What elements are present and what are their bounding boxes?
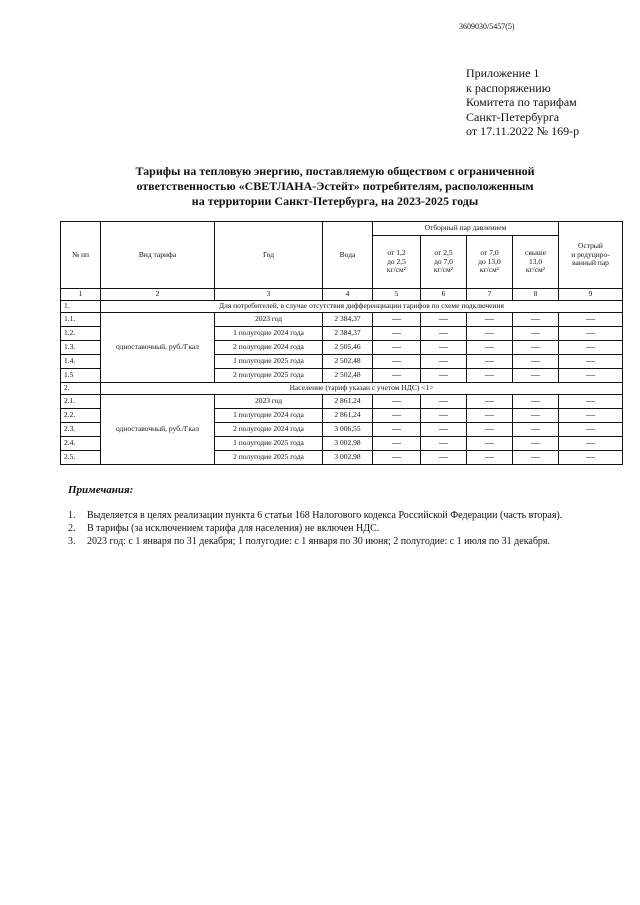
header-year: Год [215,222,323,289]
dash-cell: — [467,341,513,355]
header-steam-4 [513,236,559,289]
column-number: 4 [323,289,373,301]
dash-cell: — [373,423,421,437]
appendix-block [466,66,579,139]
table-row [61,395,623,409]
year-cell: 1 полугодие 2025 года [215,437,323,451]
year-cell: 2 полугодие 2024 года [215,423,323,437]
section-row [61,301,623,313]
row-num: 2.3. [61,423,101,437]
dash-cell: — [467,451,513,465]
header-water: Вода [323,222,373,289]
header-num: № пп [61,222,101,289]
note-item [68,535,628,548]
column-number: 5 [373,289,421,301]
dash-cell: — [559,369,623,383]
dash-cell: — [513,355,559,369]
row-num: 1.2. [61,327,101,341]
water-cell: 2 505,46 [323,341,373,355]
dash-cell: — [421,409,467,423]
header-line: до 2,5 [387,256,406,266]
appendix-line: Санкт-Петербурга [466,109,560,124]
dash-cell: — [513,423,559,437]
dash-cell: — [467,437,513,451]
tariff-type-cell: одноставочный, руб./Гкал [101,313,215,383]
header-line: кг/см² [433,265,454,275]
dash-cell: — [421,437,467,451]
dash-cell: — [559,355,623,369]
dash-cell: — [559,313,623,327]
dash-cell: — [559,451,623,465]
dash-cell: — [513,327,559,341]
dash-cell: — [373,341,421,355]
header-steam-3 [467,236,513,289]
title-line: Тарифы на тепловую энергию, поставляемую обществом с ограниченной [135,164,535,178]
note-number: 3. [68,536,76,547]
header-tariff-type: Вид тарифа [101,222,215,289]
document-title [100,164,570,209]
note-text: Выделяется в целях реализации пункта 6 статьи 168 Налогового кодекса Российской Федерации (часть вторая). [87,510,563,521]
column-number-row [61,289,623,301]
dash-cell: — [559,423,623,437]
year-cell: 2023 год [215,313,323,327]
header-line: до 13,0 [478,256,501,266]
column-number: 9 [559,289,623,301]
column-number: 7 [467,289,513,301]
column-number: 8 [513,289,559,301]
header-line: ванный пар [572,258,609,268]
appendix-line: Приложение 1 [466,66,540,80]
dash-cell: — [513,409,559,423]
notes-list [68,509,628,548]
column-number: 1 [61,289,101,301]
year-cell: 2023 год [215,395,323,409]
table-row [61,313,623,327]
dash-cell: — [513,437,559,451]
header-line: свыше [524,248,546,258]
row-num: 2.2. [61,409,101,423]
note-item [68,509,628,522]
header-line: от 7,0 [480,248,499,258]
dash-cell: — [513,369,559,383]
row-num: 1.5 [61,369,101,383]
row-num: 2.4. [61,437,101,451]
note-number: 1. [68,510,76,521]
document-number: 3609030/5457(5) [459,22,515,31]
dash-cell: — [559,409,623,423]
dash-cell: — [373,437,421,451]
title-line: ответственностью «СВЕТЛАНА-Эстейт» потребителям, расположенным [136,179,534,193]
dash-cell: — [373,327,421,341]
dash-cell: — [373,395,421,409]
water-cell: 2 861,24 [323,395,373,409]
year-cell: 2 полугодие 2024 года [215,341,323,355]
note-number: 2. [68,523,76,534]
water-cell: 3 002,98 [323,451,373,465]
tariff-type-cell: одноставочный, руб./Гкал [101,395,215,465]
dash-cell: — [467,409,513,423]
dash-cell: — [513,313,559,327]
header-line: от 1,2 [387,248,406,258]
dash-cell: — [559,327,623,341]
dash-cell: — [421,395,467,409]
header-sharp-steam [559,222,623,289]
appendix-line: от 17.11.2022 № 169-р [466,124,580,138]
title-line: на территории Санкт-Петербурга, на 2023-2025 годы [191,194,479,208]
dash-cell: — [421,341,467,355]
dash-cell: — [373,409,421,423]
water-cell: 2 861,24 [323,409,373,423]
dash-cell: — [559,437,623,451]
appendix-line: к распоряжению [466,80,551,95]
water-cell: 2 384,37 [323,313,373,327]
header-line: от 2,5 [434,248,453,258]
row-num: 2.5. [61,451,101,465]
header-steam-2 [421,236,467,289]
tariff-table [60,221,623,465]
dash-cell: — [467,423,513,437]
dash-cell: — [559,395,623,409]
note-text: В тарифы (за исключением тарифа для населения) не включен НДС. [87,523,380,534]
dash-cell: — [513,451,559,465]
dash-cell: — [421,369,467,383]
section-num: 1. [61,301,101,313]
header-line: и редуциро- [571,249,610,259]
notes-title: Примечания: [68,484,134,496]
dash-cell: — [421,423,467,437]
header-line: кг/см² [479,265,500,275]
dash-cell: — [467,313,513,327]
dash-cell: — [373,313,421,327]
header-line: кг/см² [525,265,546,275]
dash-cell: — [373,369,421,383]
header-line: до 7,0 [434,256,453,266]
section-title: Для потребителей, в случае отсутствия дифференциации тарифов по схеме подключения [101,301,623,313]
dash-cell: — [421,313,467,327]
year-cell: 1 полугодие 2024 года [215,409,323,423]
dash-cell: — [513,341,559,355]
note-item [68,522,628,535]
dash-cell: — [559,341,623,355]
row-num: 1.1. [61,313,101,327]
year-cell: 1 полугодие 2025 года [215,355,323,369]
section-title: Население (тариф указан с учетом НДС) <1> [101,383,623,395]
dash-cell: — [467,369,513,383]
header-line: Острый [578,241,603,251]
water-cell: 2 502,48 [323,369,373,383]
row-num: 1.4. [61,355,101,369]
column-number: 6 [421,289,467,301]
header-line: кг/см² [386,265,407,275]
dash-cell: — [421,355,467,369]
year-cell: 1 полугодие 2024 года [215,327,323,341]
header-line: 13,0 [528,256,543,266]
column-number: 2 [101,289,215,301]
section-row [61,383,623,395]
water-cell: 2 384,37 [323,327,373,341]
dash-cell: — [467,395,513,409]
row-num: 1.3. [61,341,101,355]
appendix-line: Комитета по тарифам [466,95,577,109]
year-cell: 2 полугодие 2025 года [215,451,323,465]
column-number: 3 [215,289,323,301]
header-steam-group: Отборный пар давлением [373,222,559,236]
dash-cell: — [467,355,513,369]
dash-cell: — [421,451,467,465]
water-cell: 3 006,55 [323,423,373,437]
dash-cell: — [513,395,559,409]
dash-cell: — [373,451,421,465]
dash-cell: — [373,355,421,369]
row-num: 2.1. [61,395,101,409]
water-cell: 3 002,98 [323,437,373,451]
header-steam-1 [373,236,421,289]
section-num: 2. [61,383,101,395]
note-text: 2023 год: с 1 января по 31 декабря; 1 полугодие: с 1 января по 30 июня; 2 полугодие: с 1 июля по 31 декабря. [87,536,551,547]
dash-cell: — [421,327,467,341]
year-cell: 2 полугодие 2025 года [215,369,323,383]
water-cell: 2 502,48 [323,355,373,369]
dash-cell: — [467,327,513,341]
